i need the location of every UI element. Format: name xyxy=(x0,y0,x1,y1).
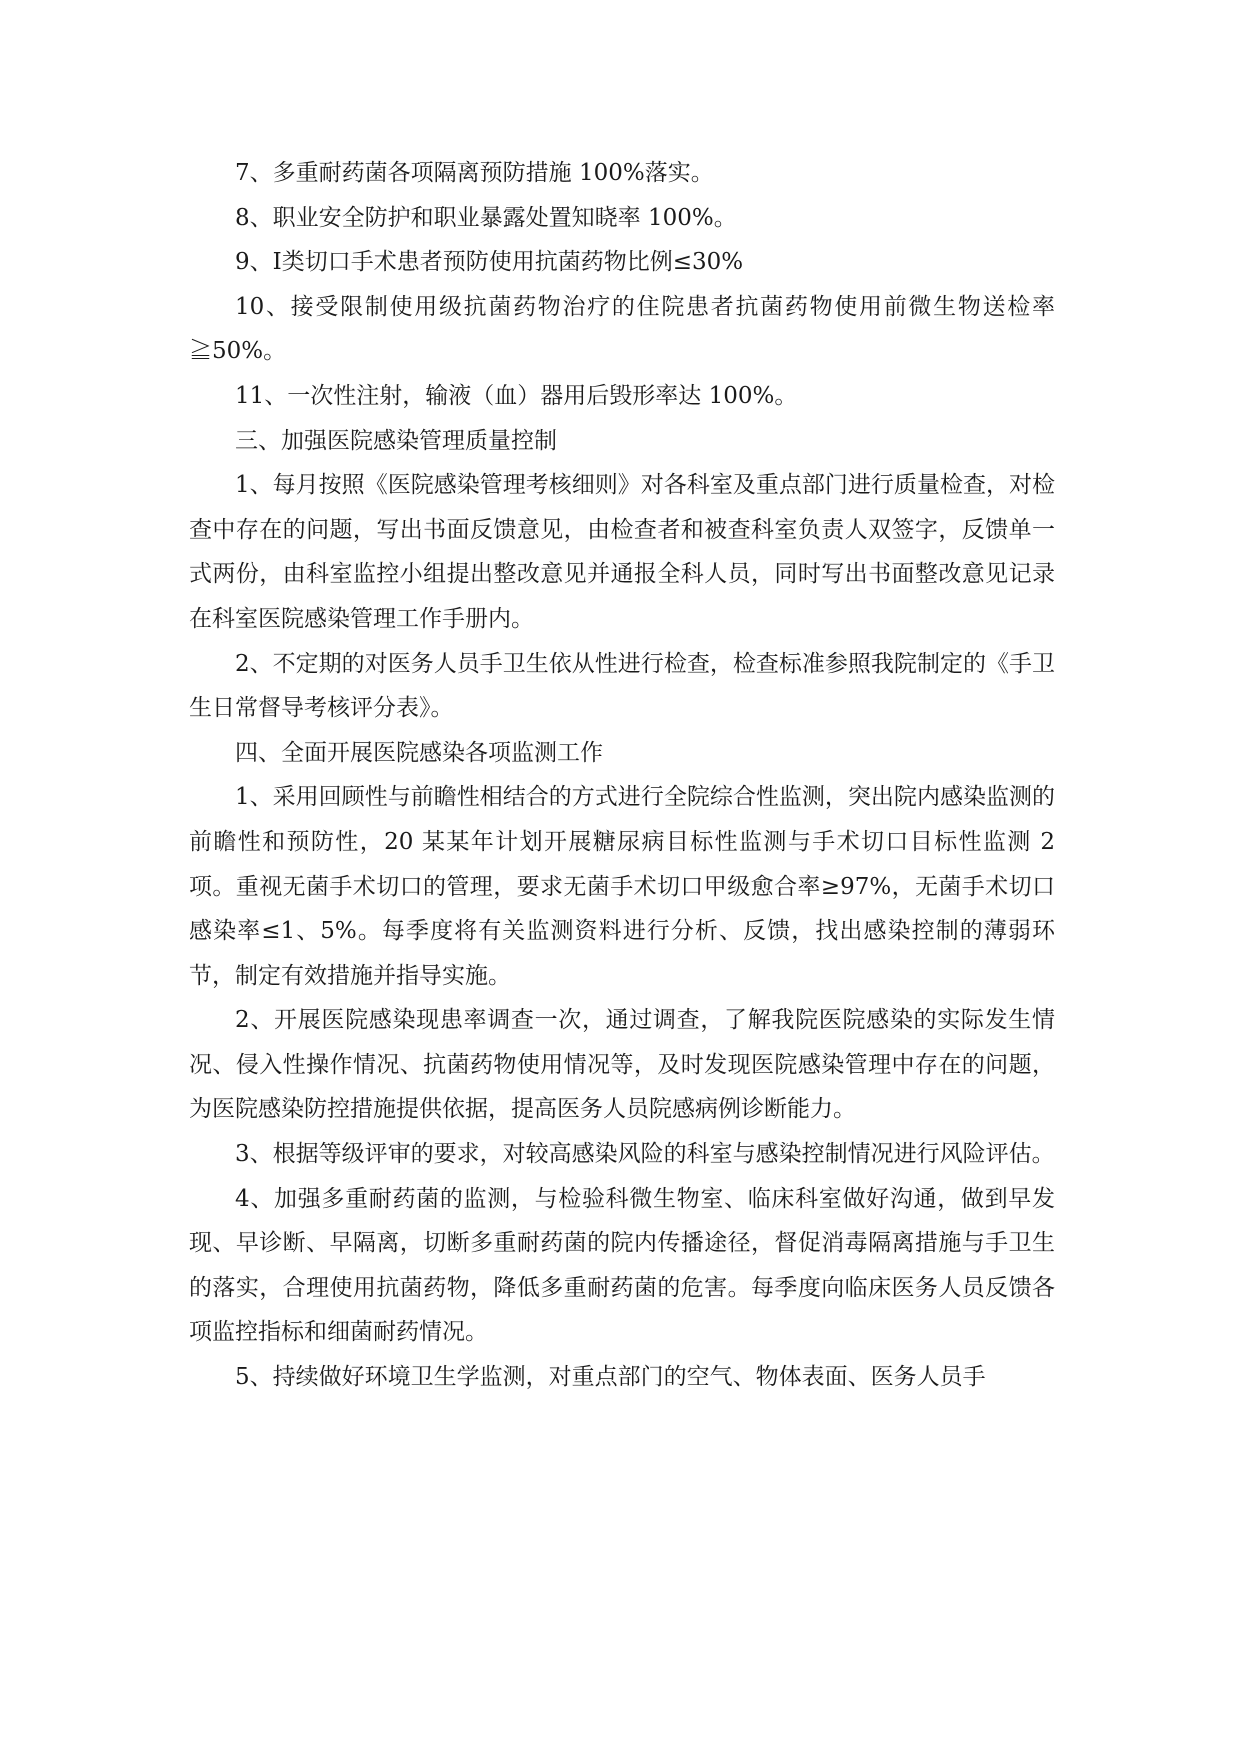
section-heading-quality-control: 三、加强医院感染管理质量控制 xyxy=(235,427,557,454)
paragraph-item-8-occupational-safety: 8、职业安全防护和职业暴露处置知晓率 100%。 xyxy=(235,204,737,231)
paragraph-item-7-mdro-isolation: 7、多重耐药菌各项隔离预防措施 100%落实。 xyxy=(235,160,714,186)
section-heading-monitoring-work: 四、全面开展医院感染各项监测工作 xyxy=(235,739,603,766)
paragraph-hand-hygiene-check: 2、不定期的对医务人员手卫生依从性进行检查，检查标准参照我院制定的《手卫生日常督导考核评分表》。 xyxy=(189,650,1055,722)
paragraph-comprehensive-monitoring: 1、采用回顾性与前瞻性相结合的方式进行全院综合性监测，突出院内感染监测的前瞻性和预防性，20 某某年计划开展糖尿病目标性监测与手术切口目标性监测 2 项。重视无菌手术切口的管理，要求无菌手术切口甲级愈合率≥97%，无菌手术切口感染率≤1、5%。每季度将有关监测资料进行分析、反馈，找出感染控制的薄弱环节，制定有效措施并指导实施。 xyxy=(189,784,1055,989)
paragraph-item-11-disposable-injection: 11、一次性注射，输液（血）器用后毁形率达 100%。 xyxy=(235,382,798,409)
paragraph-mdro-monitoring: 4、加强多重耐药菌的监测，与检验科微生物室、临床科室做好沟通，做到早发现、早诊断、早隔离，切断多重耐药菌的院内传播途径，督促消毒隔离措施与手卫生的落实，合理使用抗菌药物，降低多重耐药菌的危害。每季度向临床医务人员反馈各项监控指标和细菌耐药情况。 xyxy=(189,1185,1055,1346)
paragraph-item-10-specimen-submission: 10、接受限制使用级抗菌药物治疗的住院患者抗菌药物使用前微生物送检率≧50%。 xyxy=(189,293,1055,365)
document-body xyxy=(189,151,1055,1400)
paragraph-prevalence-survey: 2、开展医院感染现患率调查一次，通过调查，了解我院医院感染的实际发生情况、侵入性操作情况、抗菌药物使用情况等，及时发现医院感染管理中存在的问题，为医院感染防控措施提供依据，提高医务人员院感病例诊断能力。 xyxy=(189,1007,1055,1123)
paragraph-item-9-class-one-incision: 9、Ⅰ类切口手术患者预防使用抗菌药物比例≤30% xyxy=(235,249,744,276)
paragraph-monthly-inspection: 1、每月按照《医院感染管理考核细则》对各科室及重点部门进行质量检查，对检查中存在的问题，写出书面反馈意见，由检查者和被查科室负责人双签字，反馈单一式两份，由科室监控小组提出整改意见并通报全科人员，同时写出书面整改意见记录在科室医院感染管理工作手册内。 xyxy=(189,472,1055,632)
paragraph-risk-assessment: 3、根据等级评审的要求，对较高感染风险的科室与感染控制情况进行风险评估。 xyxy=(235,1141,1055,1168)
paragraph-environmental-monitoring: 5、持续做好环境卫生学监测，对重点部门的空气、物体表面、医务人员手 xyxy=(235,1364,986,1391)
